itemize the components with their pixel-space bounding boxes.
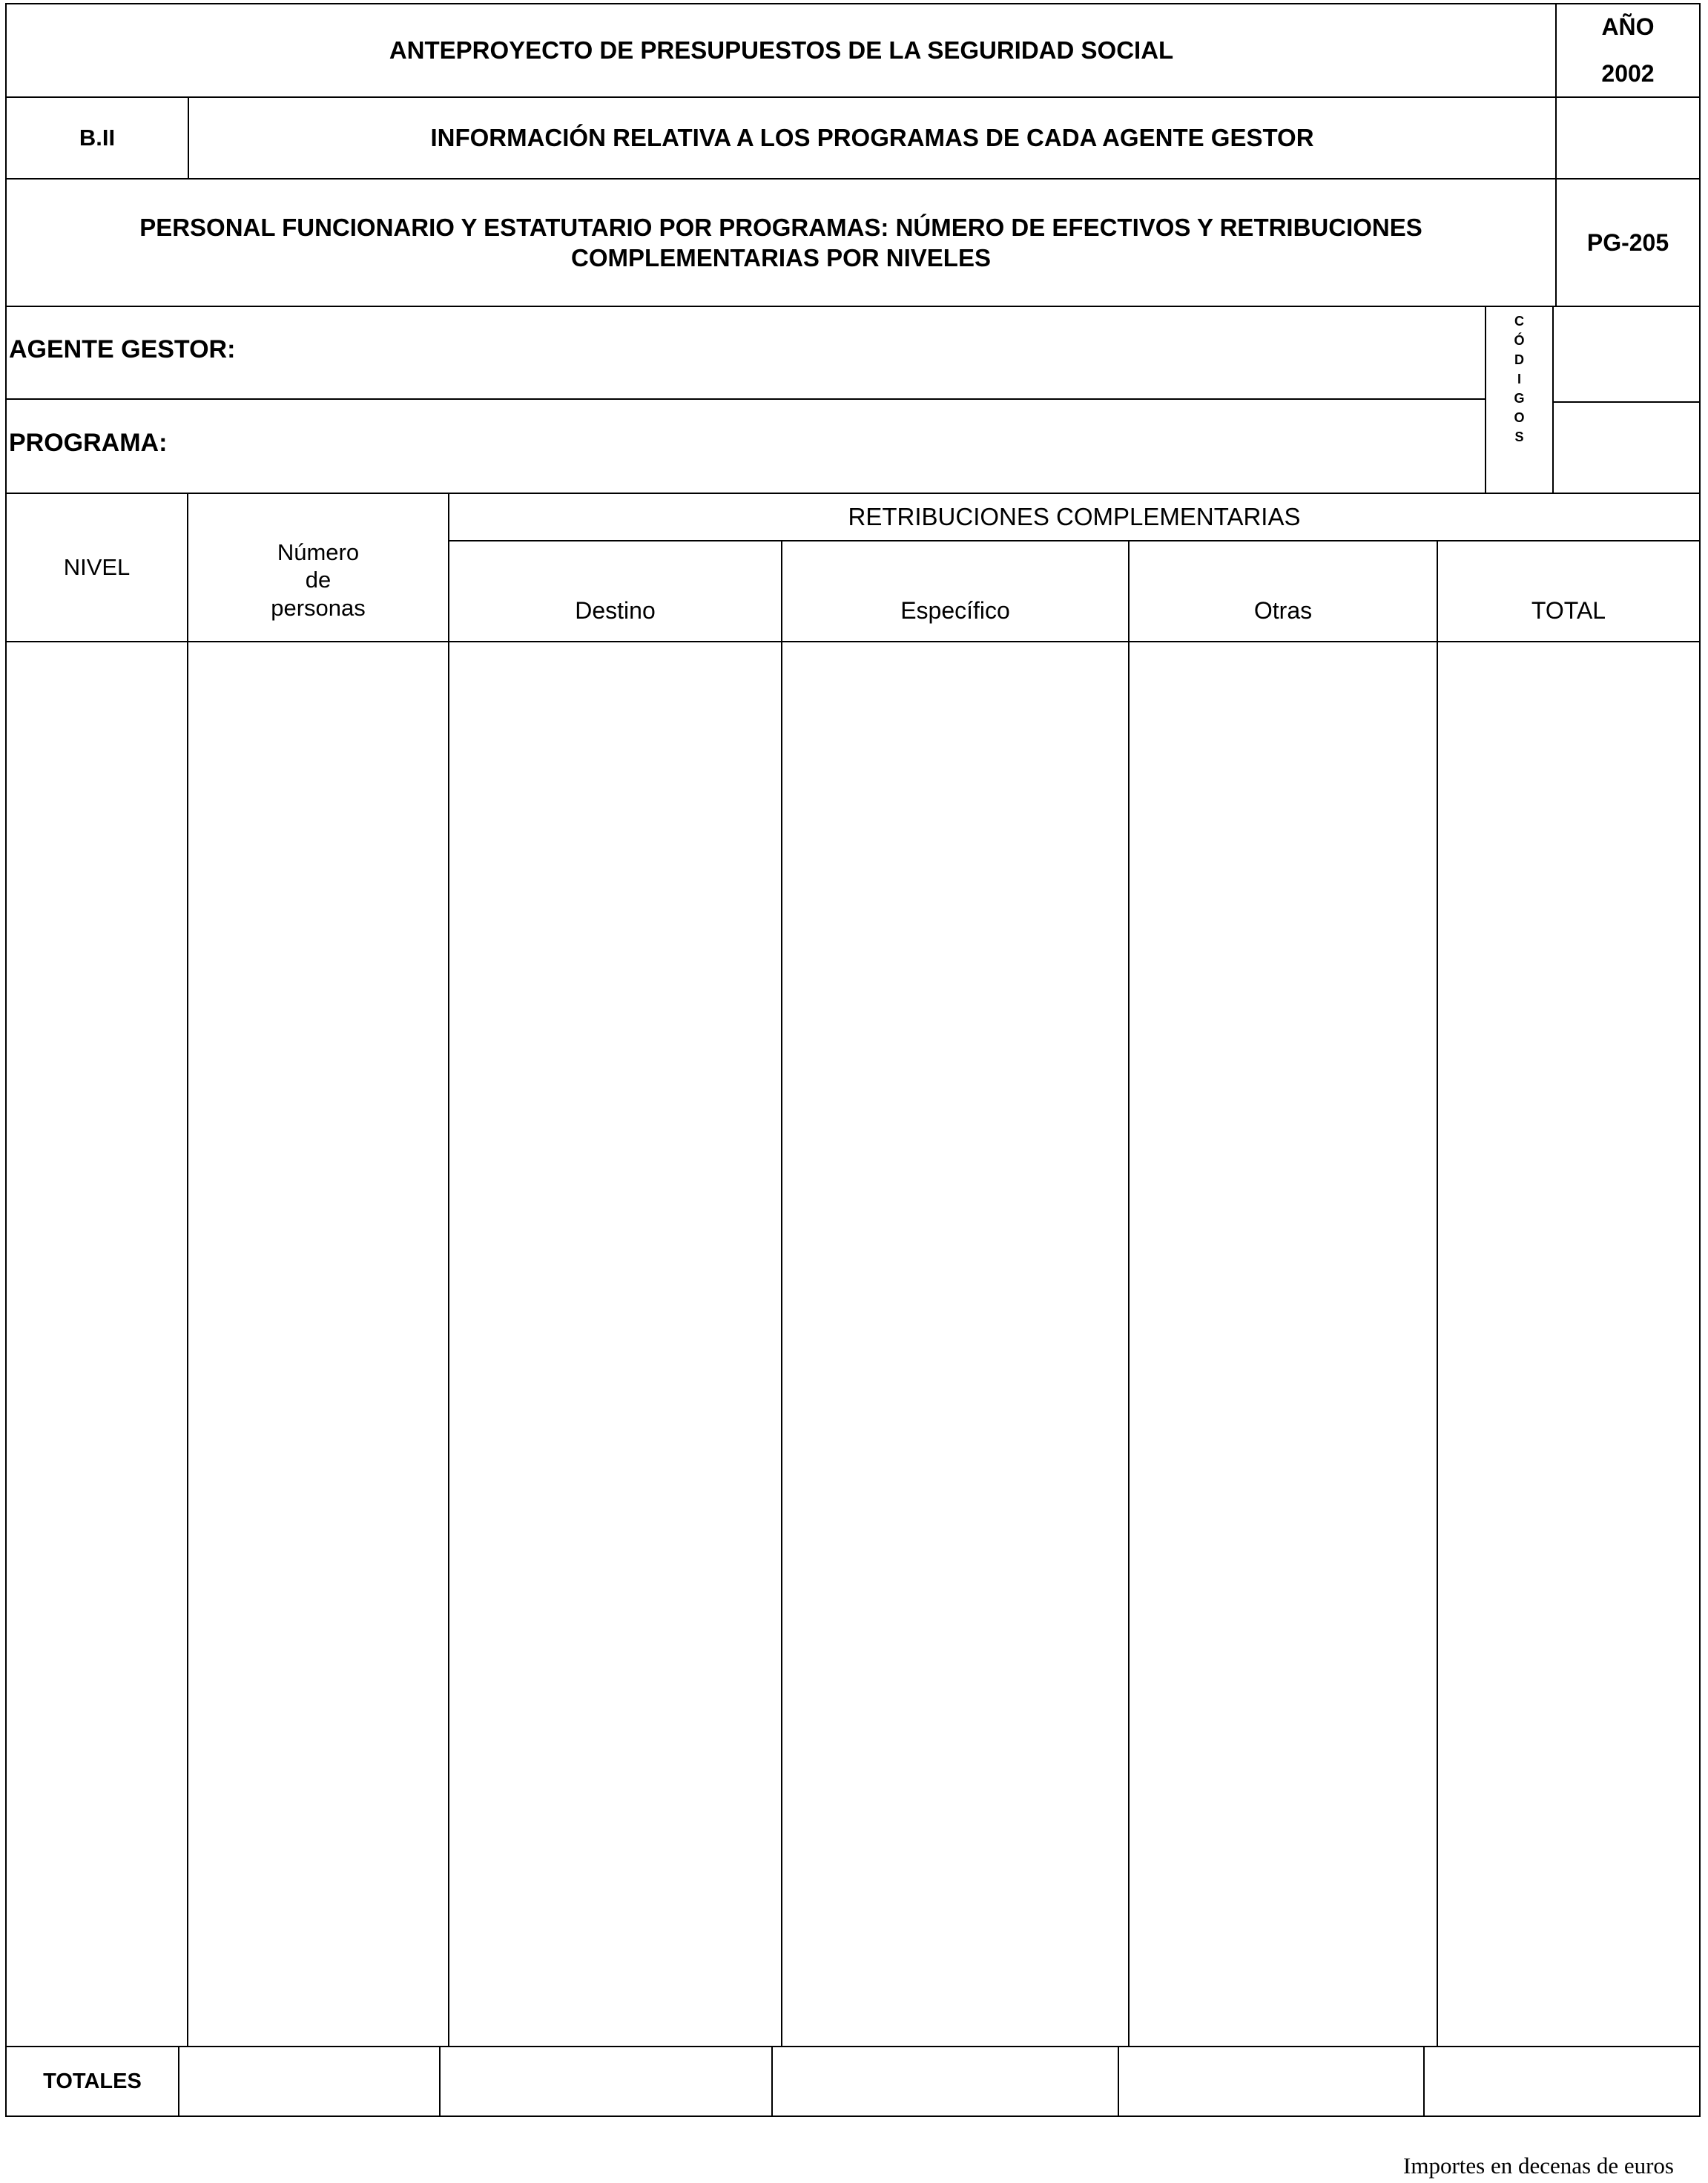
- col-header-numero-personas: [188, 519, 448, 641]
- col-header-total: TOTAL: [1531, 597, 1606, 624]
- agente-gestor-code-field[interactable]: [1554, 307, 1699, 401]
- form-code: PG-205: [1586, 229, 1669, 256]
- outer-right-border: [1699, 3, 1701, 2115]
- section-title: INFORMACIÓN RELATIVA A LOS PROGRAMAS DE CADA AGENTE GESTOR: [430, 124, 1314, 152]
- outer-bottom-border: [5, 2115, 1701, 2117]
- codigos-letter-s: S: [1514, 429, 1524, 444]
- year-value: 2002: [1601, 60, 1655, 87]
- totals-destino-cell[interactable]: [441, 2047, 771, 2115]
- codigos-letter-o: O: [1514, 410, 1525, 425]
- totals-label: TOTALES: [43, 2069, 142, 2093]
- col-header-otras: Otras: [1253, 597, 1313, 624]
- numero-line3: personas: [271, 594, 366, 621]
- totals-numero-cell[interactable]: [179, 2047, 439, 2115]
- codigos-letter-d: D: [1514, 352, 1524, 367]
- codigos-letter-g: G: [1514, 391, 1525, 406]
- table-body-destino[interactable]: [449, 642, 781, 2044]
- section-code: B.II: [79, 124, 116, 151]
- table-body-total[interactable]: [1438, 642, 1699, 2044]
- table-body-especifico[interactable]: [782, 642, 1128, 2044]
- totals-especifico-cell[interactable]: [773, 2047, 1118, 2115]
- numero-line2: de: [305, 567, 332, 593]
- year-label: AÑO: [1601, 13, 1655, 40]
- col-header-nivel: NIVEL: [63, 553, 131, 580]
- table-body-otras[interactable]: [1130, 642, 1437, 2044]
- codigos-letter-i: I: [1517, 372, 1521, 386]
- form-title-line1: PERSONAL FUNCIONARIO Y ESTATUTARIO POR PROGRAMAS: NÚMERO DE EFECTIVOS Y RETRIBUCIONES: [139, 213, 1422, 241]
- col-header-especifico: Específico: [900, 597, 1010, 624]
- agente-programa-divider: [5, 398, 1485, 400]
- footer-note: Importes en decenas de euros: [1403, 2153, 1674, 2179]
- table-body-numero[interactable]: [188, 642, 448, 2044]
- form-title-line2: COMPLEMENTARIAS POR NIVELES: [571, 244, 991, 271]
- codigos-letter-o-accent: Ó: [1514, 333, 1525, 348]
- numero-line1: Número: [277, 539, 360, 566]
- codigos-vertical-label: [1486, 312, 1552, 447]
- col-header-destino: Destino: [575, 597, 656, 624]
- totals-total-cell[interactable]: [1425, 2047, 1699, 2115]
- codigos-letter-c: C: [1514, 314, 1524, 329]
- row3-bottom-border: [5, 306, 1701, 307]
- programa-code-field[interactable]: [1554, 403, 1699, 492]
- document-title: ANTEPROYECTO DE PRESUPUESTOS DE LA SEGURIDAD SOCIAL: [389, 36, 1174, 65]
- totals-otras-cell[interactable]: [1119, 2047, 1423, 2115]
- form-title: [7, 180, 1555, 306]
- programa-label: PROGRAMA:: [9, 429, 168, 457]
- table-body-nivel[interactable]: [7, 642, 187, 2044]
- group-header-retribuciones: RETRIBUCIONES COMPLEMENTARIAS: [848, 503, 1301, 531]
- agente-gestor-label: AGENTE GESTOR:: [9, 335, 236, 363]
